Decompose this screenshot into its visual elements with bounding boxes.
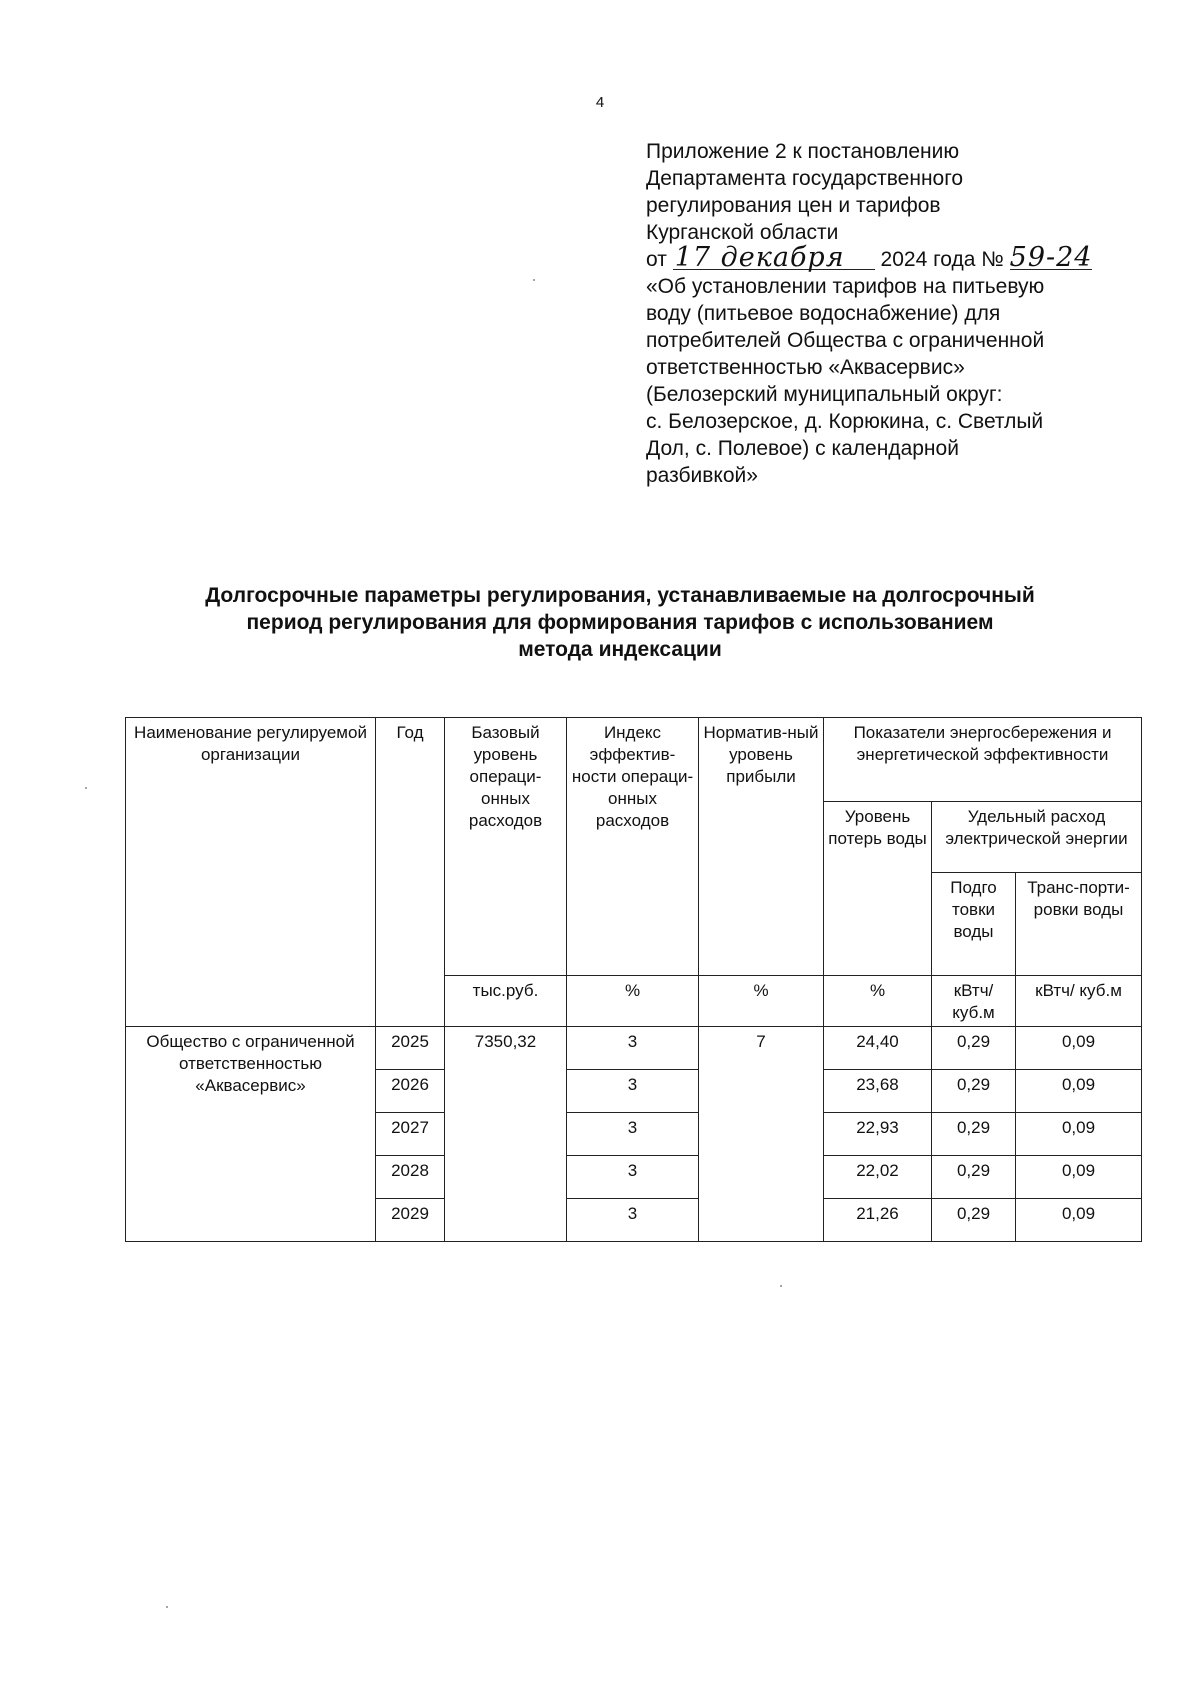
row-transport: 0,09 <box>1016 1070 1142 1113</box>
appendix-title-line: разбивкой» <box>646 464 758 487</box>
document-title-line: метода индексации <box>518 638 722 661</box>
appendix-title-line: потребителей Общества с ограниченной <box>646 329 1045 352</box>
header-year: Год <box>376 718 445 1027</box>
scan-speck <box>533 279 535 281</box>
date-year-text: 2024 года № <box>880 248 1004 271</box>
parameters-table <box>125 717 1142 1242</box>
appendix-title-line: воду (питьевое водоснабжение) для <box>646 302 1001 325</box>
row-preparation: 0,29 <box>932 1027 1016 1070</box>
page-number: 4 <box>595 94 605 111</box>
row-transport: 0,09 <box>1016 1199 1142 1242</box>
row-year: 2029 <box>376 1199 445 1242</box>
appendix-line: регулирования цен и тарифов <box>646 194 941 217</box>
normative-profit-value: 7 <box>699 1027 824 1242</box>
scan-speck <box>780 1285 782 1287</box>
appendix-date-line <box>646 242 1126 273</box>
row-year: 2027 <box>376 1113 445 1156</box>
document-title <box>130 582 1110 663</box>
unit-org-empty <box>126 976 376 1027</box>
appendix-title-line: (Белозерский муниципальный округ: <box>646 383 1003 406</box>
appendix-line: Приложение 2 к постановлению <box>646 140 960 163</box>
appendix-line: Курганской области <box>646 221 839 244</box>
handwritten-date: 17 декабря <box>673 247 875 270</box>
row-efficiency-index: 3 <box>567 1199 699 1242</box>
header-specific-consumption: Удельный расход электрической энергии <box>932 802 1142 873</box>
row-preparation: 0,29 <box>932 1113 1016 1156</box>
row-water-loss: 22,02 <box>824 1156 932 1199</box>
header-base-opex: Базовый уровень операци-онных расходов <box>445 718 567 976</box>
row-preparation: 0,29 <box>932 1070 1016 1113</box>
unit-base-opex: тыс.руб. <box>445 976 567 1027</box>
row-transport: 0,09 <box>1016 1027 1142 1070</box>
header-water-transport: Транс-порти-ровки воды <box>1016 873 1142 976</box>
appendix-title-line: Дол, с. Полевое) с календарной <box>646 437 959 460</box>
row-efficiency-index: 3 <box>567 1113 699 1156</box>
unit-water-transport: кВтч/ куб.м <box>1016 976 1142 1027</box>
row-water-loss: 21,26 <box>824 1199 932 1242</box>
row-year: 2025 <box>376 1027 445 1070</box>
appendix-header <box>646 138 1126 489</box>
row-water-loss: 22,93 <box>824 1113 932 1156</box>
header-water-preparation: Подго товки воды <box>932 873 1016 976</box>
header-org-name: Наименование регулируемой организации <box>126 718 376 976</box>
scan-speck <box>166 1606 168 1608</box>
document-title-line: период регулирования для формирования тарифов с использованием <box>246 611 994 634</box>
appendix-title-line: с. Белозерское, д. Корюкина, с. Светлый <box>646 410 1044 433</box>
row-water-loss: 24,40 <box>824 1027 932 1070</box>
row-preparation: 0,29 <box>932 1156 1016 1199</box>
row-efficiency-index: 3 <box>567 1027 699 1070</box>
header-water-loss: Уровень потерь воды <box>824 802 932 976</box>
row-efficiency-index: 3 <box>567 1070 699 1113</box>
row-year: 2028 <box>376 1156 445 1199</box>
unit-normative-profit: % <box>699 976 824 1027</box>
unit-water-loss: % <box>824 976 932 1027</box>
handwritten-number: 59-24 <box>1009 242 1093 273</box>
appendix-line: Департамента государственного <box>646 167 964 190</box>
appendix-title-line: ответственностью «Аквасервис» <box>646 356 965 379</box>
appendix-title-line: «Об установлении тарифов на питьевую <box>646 275 1045 298</box>
unit-water-preparation: кВтч/ куб.м <box>932 976 1016 1027</box>
row-efficiency-index: 3 <box>567 1156 699 1199</box>
document-title-line: Долгосрочные параметры регулирования, устанавливаемые на долгосрочный <box>205 584 1035 607</box>
header-energy-indicators: Показатели энергосбережения и энергетической эффективности <box>824 718 1142 802</box>
row-preparation: 0,29 <box>932 1199 1016 1242</box>
scan-speck <box>85 787 87 789</box>
date-prefix: от <box>646 248 667 271</box>
base-opex-value: 7350,32 <box>445 1027 567 1242</box>
row-year: 2026 <box>376 1070 445 1113</box>
row-water-loss: 23,68 <box>824 1070 932 1113</box>
unit-efficiency-index: % <box>567 976 699 1027</box>
row-transport: 0,09 <box>1016 1113 1142 1156</box>
header-normative-profit: Норматив-ный уровень прибыли <box>699 718 824 976</box>
header-efficiency-index: Индекс эффектив-ности операци-онных расходов <box>567 718 699 976</box>
row-transport: 0,09 <box>1016 1156 1142 1199</box>
organization-name: Общество с ограниченной ответственностью «Аквасервис» <box>126 1027 376 1242</box>
